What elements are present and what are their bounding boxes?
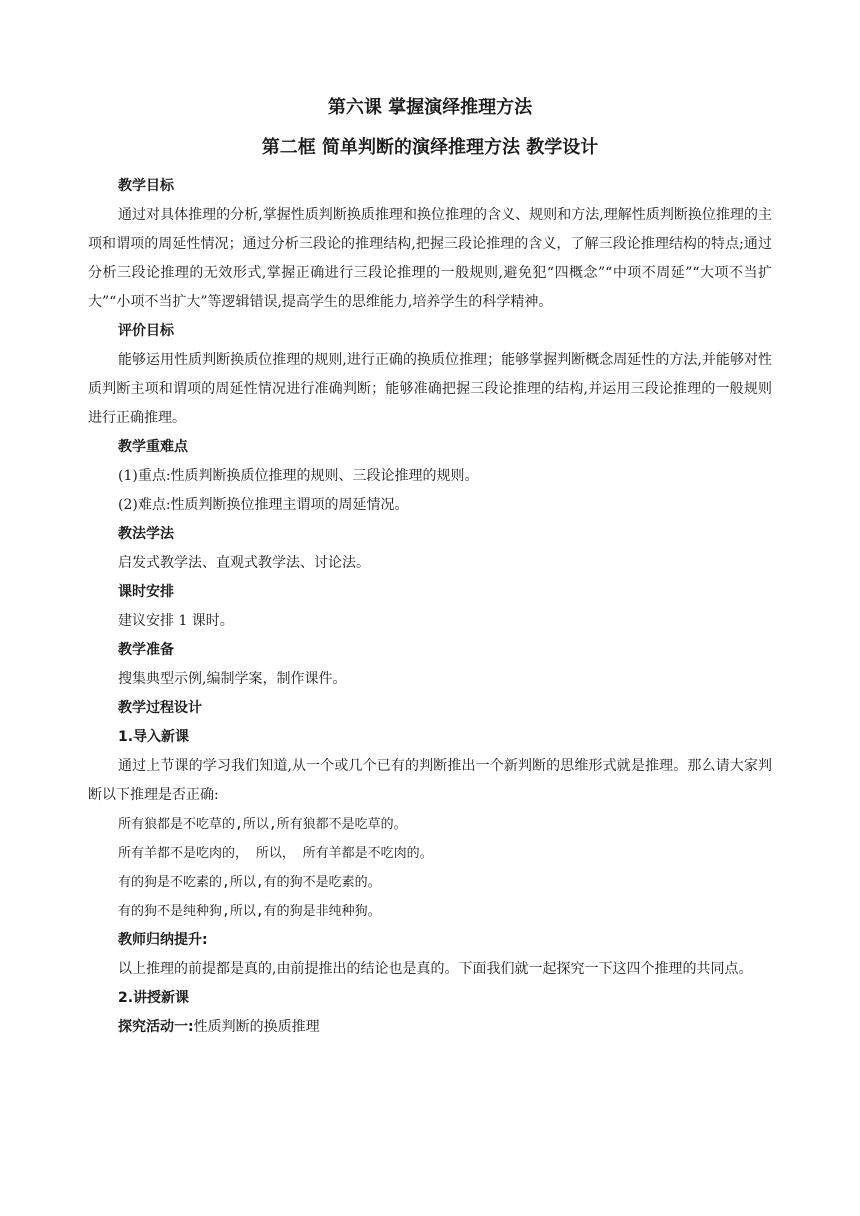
key-points-heading: 教学重难点: [118, 439, 188, 455]
example-sentence: 有的狗不是纯种狗,所以,有的狗是非纯种狗。: [118, 904, 381, 919]
teaching-goals-text: 通过对具体推理的分析,掌握性质判断换质推理和换位推理的含义、规则和方法,理解性质判断换位推理的主项和谓项的周延性情况；通过分析三段论的推理结构,把握三段论推理的含义，了解三段论推理结构的特点;通过分析三段论推理的无效形式,掌握正确进行三段论推理的一般规则,避免犯“四概念”“中项不周延”“大项不当扩大”“小项不当扩大”等逻辑错误,提高学生的思维能力,培养学生的科学精神。: [88, 207, 772, 310]
schedule-text: 建议安排 1 课时。: [118, 613, 234, 629]
lesson-subtitle: 第二框 简单判断的演绎推理方法 教学设计: [261, 137, 599, 158]
example-sentence: 所有羊都不是吃肉的， 所以， 所有羊都是不吃肉的。: [118, 846, 433, 861]
step2-heading: 2.讲授新课: [118, 990, 190, 1006]
summary-text: 以上推理的前提都是真的,由前提推出的结论也是真的。下面我们就一起探究一下这四个推理的共同点。: [118, 961, 753, 977]
step1-heading: 1.导入新课: [118, 729, 190, 745]
key-point-item: (1)重点:性质判断换质位推理的规则、三段论推理的规则。: [118, 468, 479, 484]
evaluation-goals-text: 能够运用性质判断换质位推理的规则,进行正确的换质位推理；能够掌握判断概念周延性的方法,并能够对性质判断主项和谓项的周延性情况进行准确判断；能够准确把握三段论推理的结构,并运用三段论推理的一般规则进行正确推理。: [88, 352, 772, 426]
activity-label: 探究活动一:: [118, 1019, 194, 1035]
step1-text: 通过上节课的学习我们知道,从一个或几个已有的判断推出一个新判断的思维形式就是推理。那么请大家判断以下推理是否正确:: [88, 758, 772, 803]
process-heading: 教学过程设计: [118, 700, 202, 716]
teaching-goals-heading: 教学目标: [118, 178, 174, 194]
methods-heading: 教法学法: [118, 526, 174, 542]
example-sentence: 有的狗是不吃素的,所以,有的狗不是吃素的。: [118, 875, 381, 890]
lesson-title: 第六课 掌握演绎推理方法: [327, 97, 533, 118]
schedule-heading: 课时安排: [118, 584, 174, 600]
document-page: [88, 96, 772, 1042]
key-point-item: (2)难点:性质判断换位推理主谓项的周延情况。: [118, 497, 409, 513]
activity-line: [88, 1013, 772, 1042]
methods-text: 启发式教学法、直观式教学法、讨论法。: [118, 555, 370, 571]
preparation-heading: 教学准备: [118, 642, 174, 658]
activity-text: 性质判断的换质推理: [193, 1019, 320, 1035]
summary-heading: 教师归纳提升:: [118, 932, 208, 948]
preparation-text: 搜集典型示例,编制学案，制作课件。: [118, 671, 347, 687]
example-sentence: 所有狼都是不吃草的,所以,所有狼都不是吃草的。: [118, 817, 407, 832]
evaluation-goals-heading: 评价目标: [118, 323, 174, 339]
